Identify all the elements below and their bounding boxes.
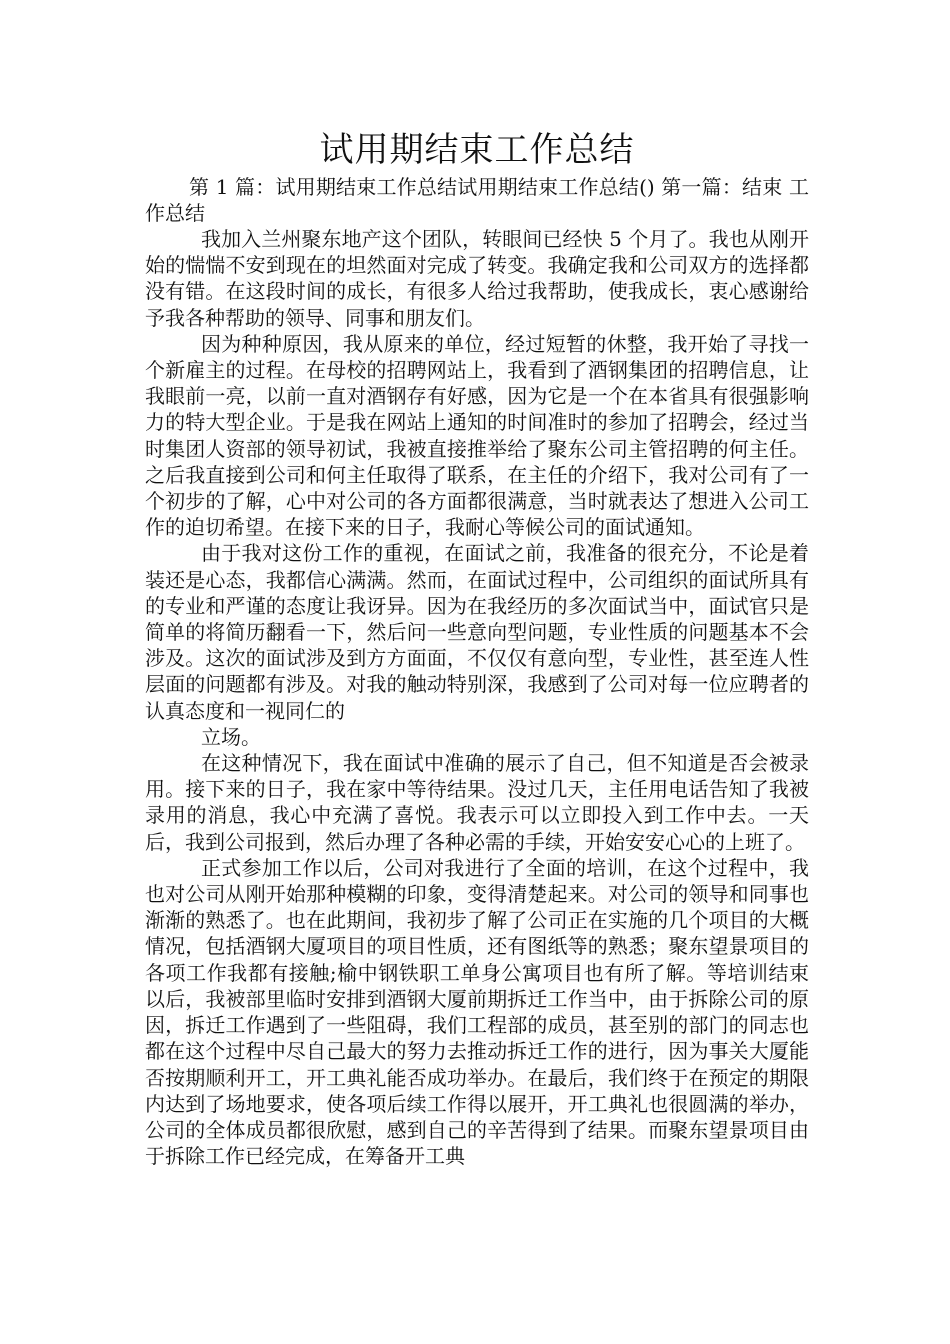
paragraph-3: 由于我对这份工作的重视，在面试之前，我准备的很充分，不论是着装还是心态，我都信心满满。然而，在面试过程中，公司组织的面试所具有的专业和严谨的态度让我讶异。因为在我经历的多次面试当中，面试官只是简单的将简历翻看一下，然后问一些意向型问题，专业性质的问题基本不会涉及。这次的面试涉及到方方面面，不仅仅有意向型，专业性，甚至连人性层面的问题都有涉及。对我的触动特别深，我感到了公司对每一位应聘者的认真态度和一视同仁的 (145, 541, 809, 723)
document-subtitle: 第 1 篇：试用期结束工作总结试用期结束工作总结() 第一篇：结束 工作总结 (145, 175, 809, 225)
paragraph-5: 在这种情况下，我在面试中准确的展示了自己，但不知道是否会被录用。接下来的日子，我在家中等待结果。没过几天，主任用电话告知了我被录用的消息，我心中充满了喜悦。我表示可以立即投入到工作中去。一天后，我到公司报到，然后办理了各种必需的手续，开始安安心心的上班了。 (145, 751, 809, 854)
paragraph-6: 正式参加工作以后，公司对我进行了全面的培训，在这个过程中，我也对公司从刚开始那种模糊的印象，变得清楚起来。对公司的领导和同事也渐渐的熟悉了。也在此期间，我初步了解了公司正在实施的几个项目的大概情况，包括酒钢大厦项目的项目性质，还有图纸等的熟悉；聚东望景项目的各项工作我都有接触;榆中钢铁职工单身公寓项目也有所了解。等培训结束以后，我被部里临时安排到酒钢大厦前期拆迁工作当中，由于拆除公司的原因，拆迁工作遇到了一些阻碍，我们工程部的成员，甚至别的部门的同志也都在这个过程中尽自己最大的努力去推动拆迁工作的进行，因为事关大厦能否按期顺利开工，开工典礼能否成功举办。在最后，我们终于在预定的期限内达到了场地要求，使各项后续工作得以展开，开工典礼也很圆满的举办，公司的全体成员都很欣慰，感到自己的辛苦得到了结果。而聚东望景项目由于拆除工作已经完成，在筹备开工典 (145, 855, 809, 1169)
paragraph-4: 立场。 (201, 724, 261, 749)
document-title: 试用期结束工作总结 (319, 130, 635, 170)
paragraph-2: 因为种种原因，我从原来的单位，经过短暂的休整，我开始了寻找一个新雇主的过程。在母校的招聘网站上，我看到了酒钢集团的招聘信息，让我眼前一亮，以前一直对酒钢存有好感，因为它是一个在本省具有很强影响力的特大型企业。于是我在网站上通知的时间准时的参加了招聘会，经过当时集团人资部的领导初试，我被直接推举给了聚东公司主管招聘的何主任。之后我直接到公司和何主任取得了联系，在主任的介绍下，我对公司有了一个初步的了解，心中对公司的各方面都很满意，当时就表达了想进入公司工作的迫切希望。在接下来的日子，我耐心等候公司的面试通知。 (145, 331, 809, 540)
paragraph-1: 我加入兰州聚东地产这个团队，转眼间已经快 5 个月了。我也从刚开始的惴惴不安到现在的坦然面对完成了转变。我确定我和公司双方的选择都没有错。在这段时间的成长，有很多人给过我帮助，使我成长，衷心感谢给予我各种帮助的领导、同事和朋友们。 (145, 227, 809, 330)
document-page (145, 128, 809, 1169)
